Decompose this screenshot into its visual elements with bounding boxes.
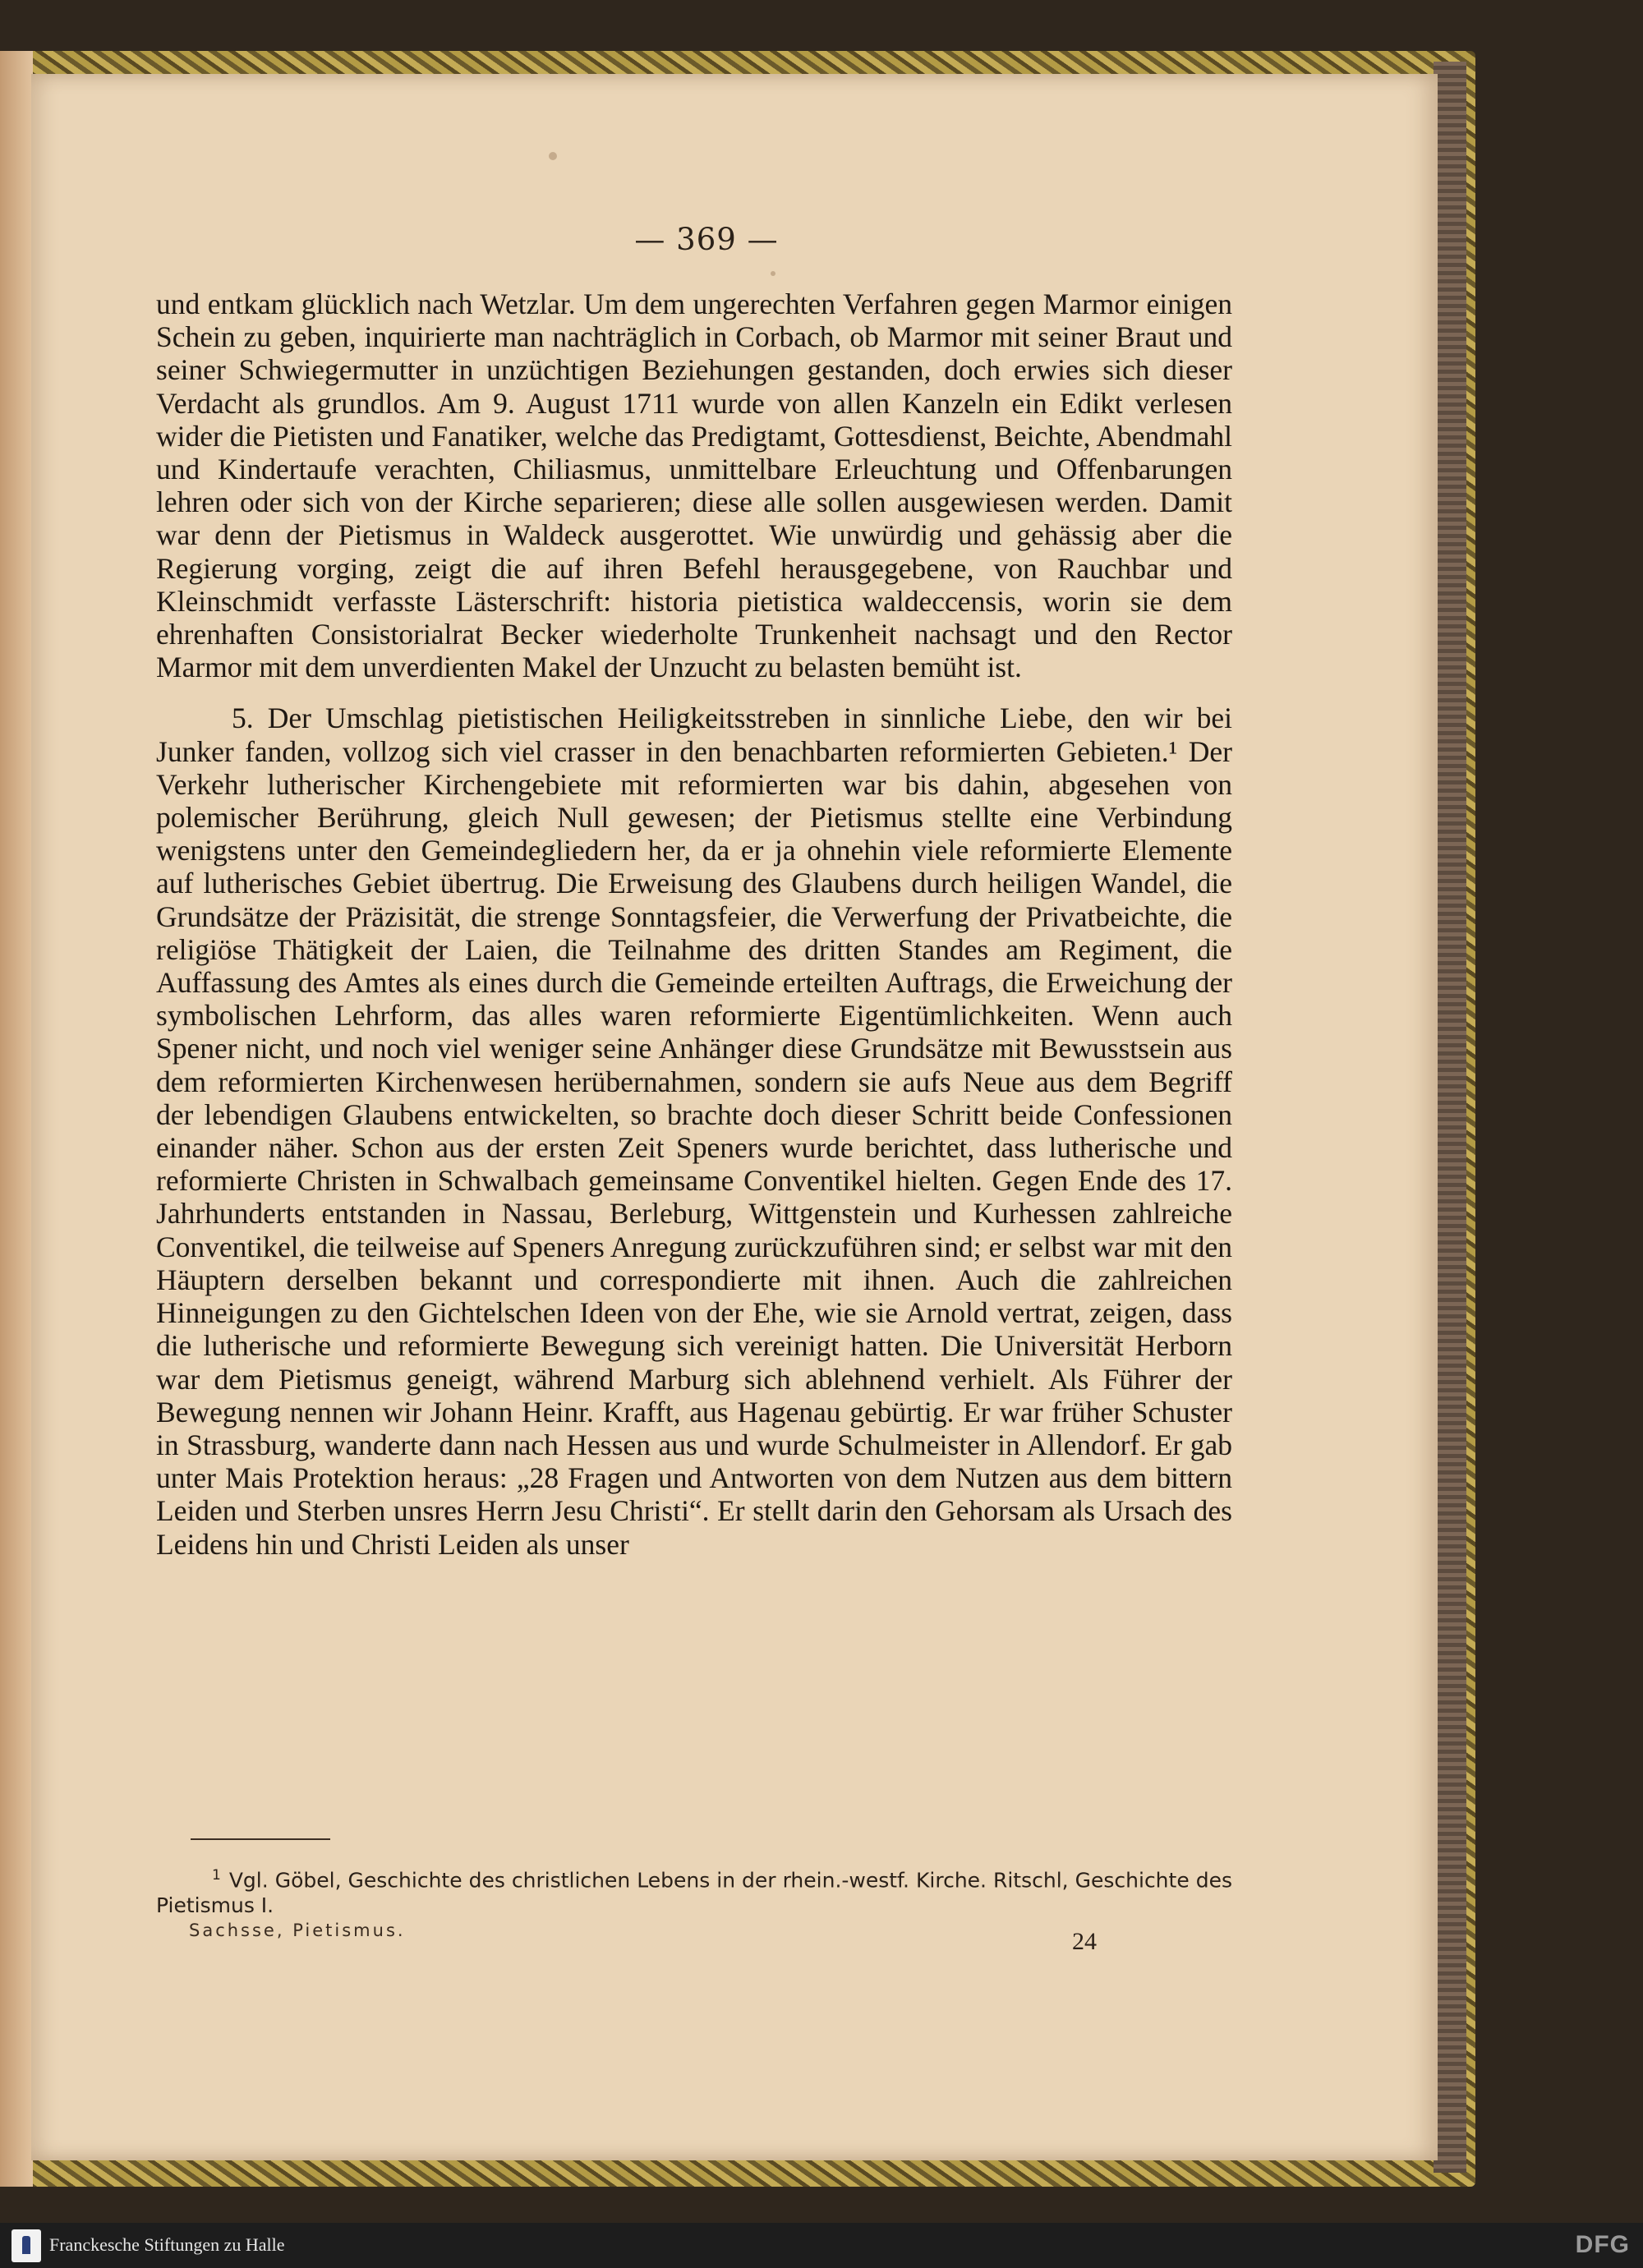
foxing-spot [549,152,557,160]
paragraph-section-5: 5. Der Umschlag pietistischen Heiligkeitsstreben in sinnliche Liebe, den wir bei Junker fanden, vollzog sich viel crasser in den benachbarten reformierten Gebieten.¹ Der Verkehr lutherischer Kirchengebiete mit reformierten war bis dahin, abgesehen von polemischer Berührung, gleich Null gewesen; der Pietismus stellte eine Verbindung wenigstens unter den Gemeindegliedern her, da er ja ohnehin viele reformierte Elemente auf lutherisches Gebiet übertrug. Die Erweisung des Glaubens durch heiligen Wandel, die Grundsätze der Präzisität, die strenge Sonntagsfeier, die Verwerfung der Privatbeichte, die religiöse Thätigkeit der Laien, die Teilnahme des dritten Standes am Regiment, die Auffassung des Amtes als eines durch die Gemeinde erteilten Auftrags, die Erweichung der symbolischen Lehrform, das alles waren reformierte Eigentümlichkeiten. Wenn auch Spener nicht, und noch viel weniger seine Anhänger diese Grundsätze mit Bewusstsein aus dem reformierten Kirchenwesen herübernahmen, sondern sie aufs Neue aus dem Begriff der lebendigen Glaubens entwickelten, so brachte doch dieser Schritt beide Confessionen einander näher. Schon aus der ersten Zeit Speners wurde berichtet, dass lutherische und reformierte Christen in Schwalbach gemeinsame Conventikel hielten. Gegen Ende des 17. Jahrhunderts entstanden in Nassau, Berleburg, Wittgenstein und Kurhessen zahlreiche Conventikel, die teilweise auf Speners Anregung zurückzuführen sind; er selbst war mit den Häuptern derselben bekannt und correspondierte mit ihnen. Auch die zahlreichen Hinneigungen zu den Gichtelschen Ideen von der Ehe, wie sie Arnold vertrat, zeigen, dass die lutherische und reformierte Bewegung sich vereinigt hatten. Die Universität Herborn war dem Pietismus geneigt, während Marburg sich ablehnend verhielt. Als Führer der Bewegung nennen wir Johann Heinr. Krafft, aus Hagenau gebürtig. Er war früher Schuster in Strassburg, wanderte dann nach Hessen aus und wurde Schulmeister in Allendorf. Er gab unter Mais Protektion heraus: „28 Fragen und Antworten von dem Nutzen aus dem bittern Leiden und Sterben unsres Herrn Jesu Christi“. Er stellt darin den Gehorsam als Ursach des Leidens hin und Christi Leiden als unser [156,702,1232,1561]
page-header: — 369 — [634,222,779,257]
francke-foundation-logo-icon [12,2229,41,2262]
footnote-text: Vgl. Göbel, Geschichte des christlichen Lebens in der rhein.-westf. Kirche. Ritschl, Geschichte des Pietismus I. [156,1868,1232,1918]
footnote-divider [191,1838,330,1840]
viewer-footer [0,2223,1643,2268]
page-left-edge [0,51,33,2187]
institution-name[interactable]: Franckesche Stiftungen zu Halle [49,2234,285,2255]
body-text [156,288,1232,1561]
dfg-logo: DFG [1575,2231,1630,2258]
sheet-number: 24 [1072,1928,1097,1955]
footnote-marker: 1 [212,1867,221,1884]
printer-signature: Sachsse, Pietismus. [189,1921,406,1940]
book-spine-edge [1434,62,1466,2173]
foxing-spot [771,271,775,276]
paragraph-continuation: und entkam glücklich nach Wetzlar. Um dem ungerechten Verfahren gegen Marmor einigen Schein zu geben, inquirierte man nachträglich in Corbach, ob Marmor mit seiner Braut und seiner Schwiegermutter in unzüchtigen Beziehungen gestanden, doch erwies sich dieser Verdacht als grundlos. Am 9. August 1711 wurde von allen Kanzeln ein Edikt verlesen wider die Pietisten und Fanatiker, welche das Predigtamt, Gottesdienst, Beichte, Abendmahl und Kindertaufe verachten, Chiliasmus, unmittelbare Erleuchtung und Offenbarungen lehren oder sich von der Kirche separieren; diese alle sollen ausgewiesen werden. Damit war denn der Pietismus in Waldeck ausgerottet. Wie unwürdig und gehässig aber die Regierung vorging, zeigt die auf ihren Befehl herausgegebene, von Rauchbar und Kleinschmidt verfasste Lästerschrift: historia pietistica waldeccensis, worin sie dem ehrenhaften Consistorialrat Becker wiederholte Trunkenheit nachsagt und den Rector Marmor mit dem unverdienten Makel der Unzucht zu belasten bemüht ist. [156,288,1232,684]
footnote [156,1863,1232,1918]
